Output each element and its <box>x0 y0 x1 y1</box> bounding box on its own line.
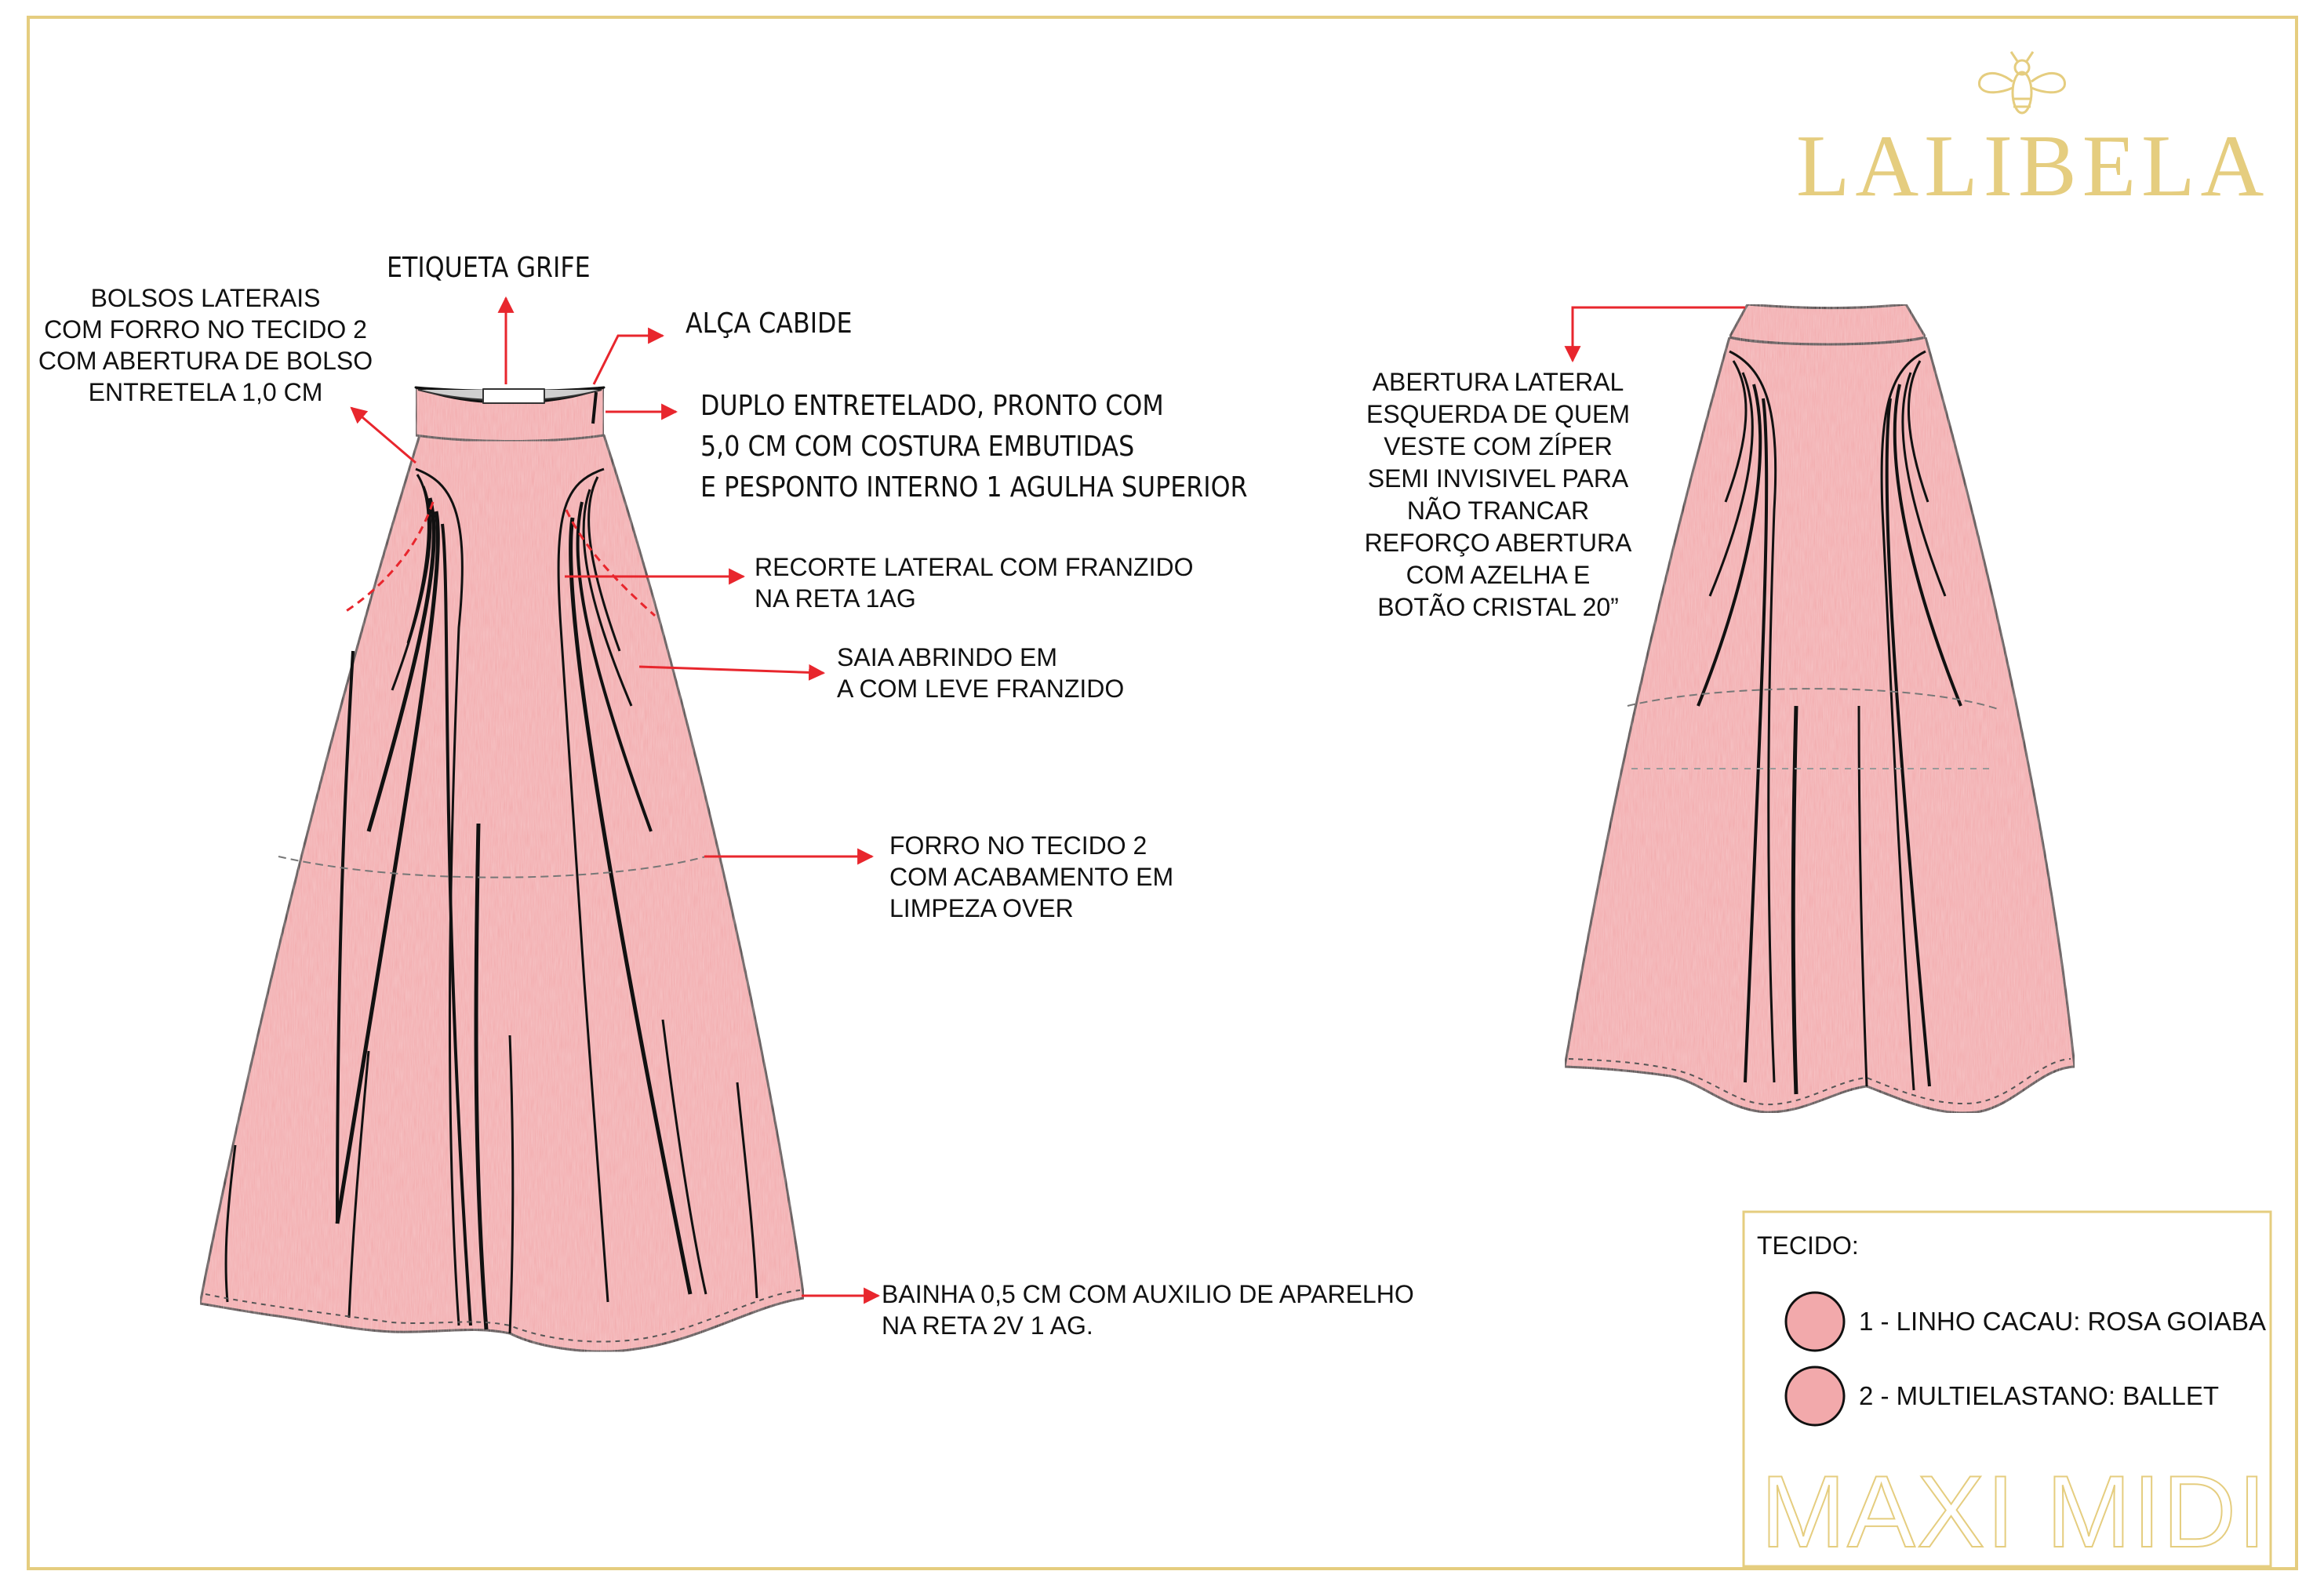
label-etiqueta: ETIQUETA GRIFE <box>387 252 591 284</box>
back-waistband <box>1729 304 1926 344</box>
arrow-alca <box>594 336 663 384</box>
style-name: MAXI MIDI <box>1760 1454 2268 1569</box>
arrow-bolsos <box>351 408 416 463</box>
brand-label-tag <box>483 389 544 403</box>
front-skirt-drawing <box>200 387 804 1351</box>
fabric-swatch-2 <box>1786 1367 1844 1425</box>
front-skirt-body <box>200 430 804 1352</box>
arrow-abertura <box>1573 307 1745 361</box>
label-alca: ALÇA CABIDE <box>686 307 853 340</box>
label-bainha: BAINHA 0,5 CM COM AUXILIO DE APARELHO NA RETA 2V 1 AG. <box>882 1280 1414 1340</box>
fabric-label-1: 1 - LINHO CACAU: ROSA GOIABA <box>1859 1307 2266 1336</box>
label-bolsos: BOLSOS LATERAIS COM FORRO NO TECIDO 2 COM ABERTURA DE BOLSO ENTRETELA 1,0 CM <box>38 284 373 406</box>
bee-logo-icon <box>1979 52 2064 113</box>
brand-wordmark: LALIBELA <box>1796 118 2270 215</box>
label-recorte: RECORTE LATERAL COM FRANZIDO NA RETA 1AG <box>755 553 1194 613</box>
label-duplo: DUPLO ENTRETELADO, PRONTO COM 5,0 CM COM COSTURA EMBUTIDAS E PESPONTO INTERNO 1 AGULHA SUPERIOR <box>700 390 1248 504</box>
label-forro: FORRO NO TECIDO 2 COM ACABAMENTO EM LIMPEZA OVER <box>889 831 1174 922</box>
tecido-title: TECIDO: <box>1757 1231 1859 1260</box>
fabric-swatch-1 <box>1786 1293 1844 1351</box>
label-abertura: ABERTURA LATERAL ESQUERDA DE QUEM VESTE COM ZÍPER SEMI INVISIVEL PARA NÃO TRANCAR REFORÇO ABERTURA COM AZELHA E BOTÃO CRISTAL 20” <box>1364 368 1632 621</box>
fabric-label-2: 2 - MULTIELASTANO: BALLET <box>1859 1381 2220 1410</box>
label-saia: SAIA ABRINDO EM A COM LEVE FRANZIDO <box>837 643 1125 703</box>
